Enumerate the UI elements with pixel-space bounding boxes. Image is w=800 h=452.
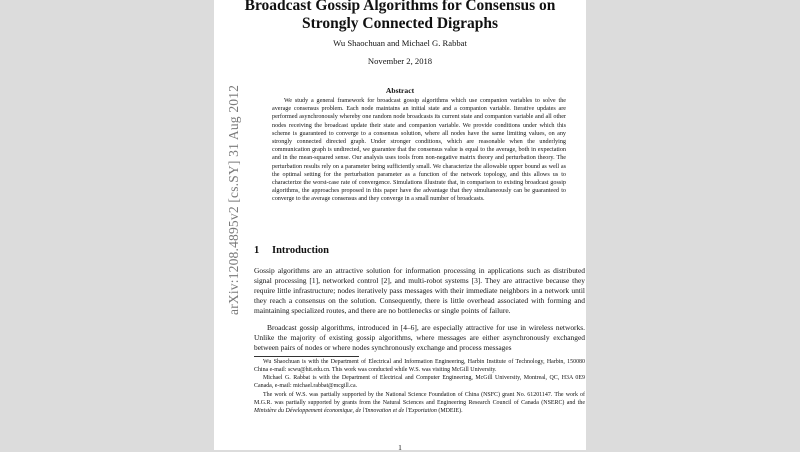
footnote-author-2: Michael G. Rabbat is with the Department of Electrical and Computer Engineering, McGill University, Montreal, QC, H3A 0E9 Canada, e-mail: michael.rabbat@mcgill.ca. xyxy=(254,375,585,390)
paper-title-line-1: Broadcast Gossip Algorithms for Consensus on xyxy=(244,0,556,14)
publication-date: November 2, 2018 xyxy=(367,56,433,66)
abstract-heading: Abstract xyxy=(385,86,415,95)
abstract-body: We study a general framework for broadcast gossip algorithms which use companion variables to solve the average consensus problem. Each node maintains an initial state and a companion variable. Iterative updates are performed asynchronously whereby one random node broadcasts its current state and companion variable and all other nodes receiving the broadcast update their state and companion variable. We provide conditions under which this scheme is guaranteed to converge to a consensus solution, where all nodes have the same limiting values, on any strongly connected directed graph. Under stronger conditions, which are reasonable when the underlying communication graph is undirected, we guarantee that the consensus value is equal to the average, both in expectation and in the mean-squared sense. Our analysis uses tools from non-negative matrix theory and perturbation theory. The perturbation results rely on a parameter being sufficiently small. We characterize the allowable upper bound as well as the optimal setting for the perturbation parameter as a function of the network topology, and this allows us to characterize the worst-case rate of convergence. Simulations illustrate that, in comparison to existing broadcast gossip algorithms, the approaches proposed in this paper have the advantage that they simultaneously can be guaranteed to converge to the average consensus and they converge in a small number of broadcasts. xyxy=(272,98,566,203)
intro-paragraph-2: Broadcast gossip algorithms, introduced in [4–6], are especially attractive for use in wireless networks. Unlike the majority of existing gossip algorithms, where messages are either asynchronously exchanged between pairs of nodes or where nodes synchronously exchange and process messages xyxy=(254,323,585,353)
footnote-funding-ministry: Ministère du Développement économique, de l'Innovation et de l'Exportation xyxy=(254,408,437,415)
footnote-funding xyxy=(254,391,585,415)
footnote-funding-text: The work of W.S. was partially supported by the National Science Foundation of China (NSFC) grant No. 61201147. The work of M.G.R. was partially supported by grants from the Natural Sciences and Engineering Research Council of Canada (NSERC) and the xyxy=(254,392,585,407)
section-heading-introduction xyxy=(254,245,329,256)
section-title: Introduction xyxy=(272,245,329,256)
footnote-separator xyxy=(254,356,359,357)
paper-title-line-2: Strongly Connected Digraphs xyxy=(301,15,499,32)
footnote-funding-end: (MDEIE). xyxy=(436,408,463,415)
author-list: Wu Shaochuan and Michael G. Rabbat xyxy=(333,38,467,48)
section-number: 1 xyxy=(254,245,260,256)
arxiv-identifier-stamp: arXiv:1208.4895v2 [cs.SY] 31 Aug 2012 xyxy=(226,84,241,315)
intro-paragraph-1: Gossip algorithms are an attractive solution for information processing in applications such as distributed signal processing [1], networked control [2], and multi-robot systems [3]. They are attractive because they require little infrastructure; nodes iteratively pass messages with their immediate neighbors in a network until they reach a consensus on the solution. Consequently, there is little overhead associated with forming and maintaining specialized routes, and there are no bottlenecks or single points of failure. xyxy=(254,266,585,316)
footnote-author-1: Wu Shaochuan is with the Department of Electrical and Information Engineering, Harbin Institute of Technology, Harbin, 150080 China e-mail: scwu@hit.edu.cn. This work was conducted while W.S. was visiting McGill University. xyxy=(254,359,585,374)
page-number: 1 xyxy=(398,443,402,452)
